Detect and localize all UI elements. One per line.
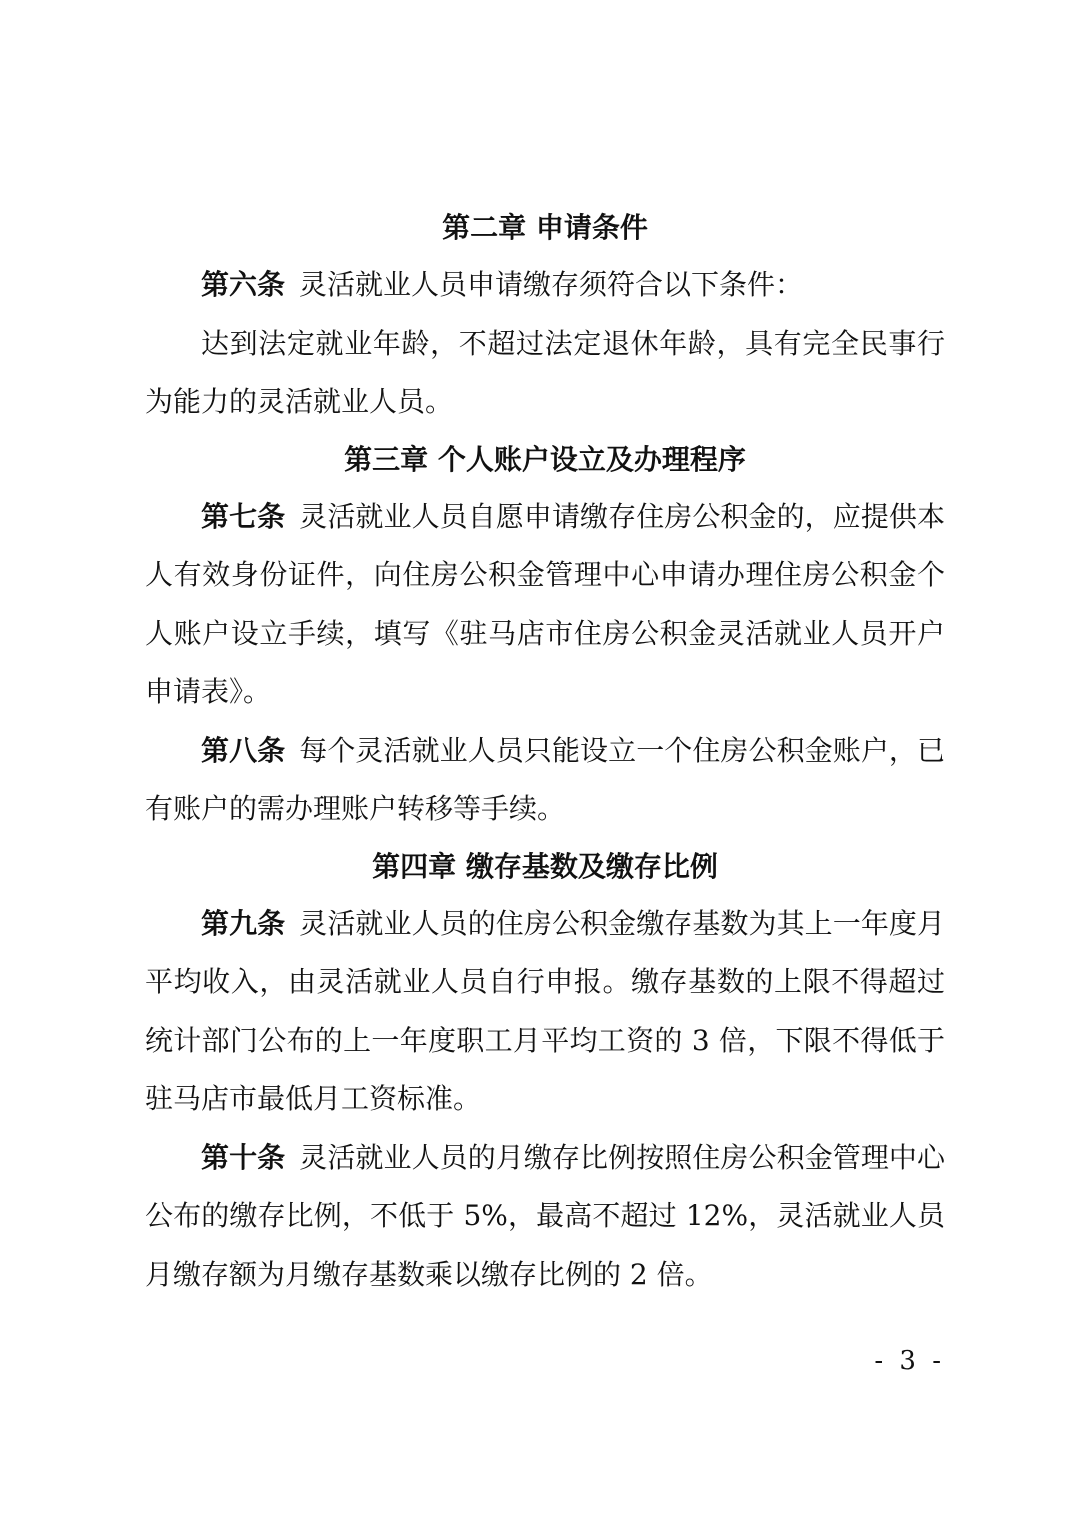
- article-8-text: 每个灵活就业人员只能设立一个住房公积金账户，已有账户的需办理账户转移等手续。: [145, 733, 945, 825]
- chapter-2-title: 第二章 申请条件: [442, 211, 648, 244]
- article-9-heading: 第九条: [201, 906, 286, 940]
- article-7-text: 灵活就业人员自愿申请缴存住房公积金的，应提供本人有效身份证件，向住房公积金管理中心申请办理住房公积金个人账户设立手续，填写《驻马店市住房公积金灵活就业人员开户申请表》。: [145, 499, 945, 708]
- document-body: [145, 200, 945, 1304]
- article-9-text: 灵活就业人员的住房公积金缴存基数为其上一年度月平均收入，由灵活就业人员自行申报。缴存基数的上限不得超过统计部门公布的上一年度职工月平均工资的 3 倍，下限不得低于驻马店市最低月工资标准。: [145, 906, 945, 1115]
- article-8: [145, 722, 945, 839]
- chapter-3-title: 第三章 个人账户设立及办理程序: [344, 442, 746, 476]
- article-8-heading: 第八条: [201, 733, 286, 767]
- page-number: - 3 -: [874, 1346, 945, 1376]
- article-10-text: 灵活就业人员的月缴存比例按照住房公积金管理中心公布的缴存比例，不低于 5%，最高不超过 12%，灵活就业人员月缴存额为月缴存基数乘以缴存比例的 2 倍。: [145, 1140, 945, 1291]
- article-6-paragraph: 达到法定就业年龄，不超过法定退休年龄，具有完全民事行为能力的灵活就业人员。: [145, 326, 945, 418]
- article-7-heading: 第七条: [201, 499, 286, 533]
- chapter-4-title: 第四章 缴存基数及缴存比例: [372, 849, 718, 883]
- article-6-text: 灵活就业人员申请缴存须符合以下条件：: [299, 268, 804, 301]
- article-7: [145, 488, 945, 722]
- article-10: [145, 1129, 945, 1305]
- article-6-heading: 第六条: [201, 268, 286, 301]
- article-9: [145, 895, 945, 1129]
- article-6: [145, 256, 945, 315]
- article-10-heading: 第十条: [201, 1140, 286, 1174]
